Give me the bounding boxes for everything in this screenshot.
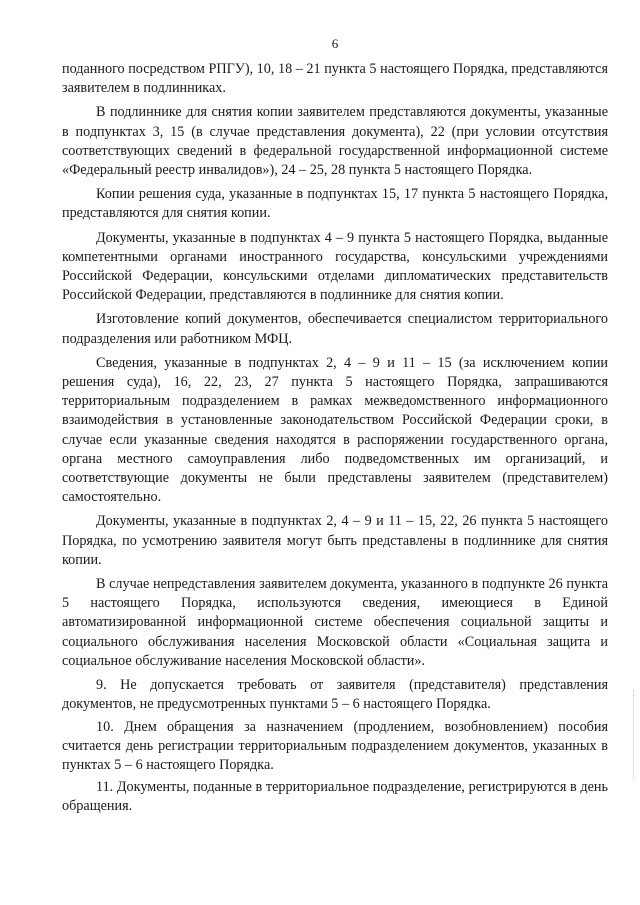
paragraph-item-10: 10. Днем обращения за назначением (продлением, возобновлением) пособия считается день регистрации территориальным подразделением документов, указанных в пунктах 5 – 6 настоящего Порядка. [62, 718, 608, 773]
paragraph-item-9: 9. Не допускается требовать от заявителя (представителя) представления документов, не предусмотренных пунктами 5 – 6 настоящего Порядка. [62, 677, 608, 713]
scan-edge-mark [629, 690, 634, 780]
paragraph-continuation: поданного посредством РПГУ), 10, 18 – 21 пункта 5 настоящего Порядка, представляются заявителем в подлинниках. [62, 61, 608, 97]
paragraph-optional-originals: Документы, указанные в подпунктах 2, 4 – 9 и 11 – 15, 22, 26 пункта 5 настоящего Порядка, по усмотрению заявителя могут быть представлены в подлиннике для снятия копии. [62, 513, 608, 568]
paragraph-original-documents: В подлиннике для снятия копии заявителем представляются документы, указанные в подпунктах 3, 15 (в случае представления документа), 22 (при условии отсутствия соответствующих сведений в федеральной государственной информационной системе «Федеральный реестр инвалидов»), 24 – 25, 28 пункта 5 настоящего Порядка. [62, 104, 608, 179]
paragraph-court-decision-copies: Копии решения суда, указанные в подпунктах 15, 17 пункта 5 настоящего Порядка, представляются для снятия копии. [62, 186, 608, 222]
paragraph-interagency-requests: Сведения, указанные в подпунктах 2, 4 – 9 и 11 – 15 (за исключением копии решения суда), 16, 22, 23, 27 пункта 5 настоящего Порядка, запрашиваются территориальным подразделением в рамках межведомственного информационного взаимодействия в установленные законодательством Российской Федерации сроки, в случае если указанные сведения находятся в распоряжении государственного органа, органа местного самоуправления либо подведомственных им организаций, и соответствующие документы не были представлены заявителем (представителем) самостоятельно. [62, 354, 608, 506]
page-number: 6 [331, 36, 339, 51]
document-body [62, 60, 608, 817]
paragraph-copy-production: Изготовление копий документов, обеспечивается специалистом территориального подразделения или работником МФЦ. [62, 311, 608, 347]
paragraph-foreign-documents: Документы, указанные в подпунктах 4 – 9 пункта 5 настоящего Порядка, выданные компетентными органами иностранного государства, консульскими учреждениями Российской Федерации, консульскими отделами дипломатических представительств Российской Федерации, представляются в подлиннике для снятия копии. [62, 229, 608, 304]
paragraph-unified-system: В случае непредставления заявителем документа, указанного в подпункте 26 пункта 5 настоящего Порядка, используются сведения, имеющиеся в Единой автоматизированной информационной системе обеспечения социальной защиты и социального обслуживания населения Московской области «Социальная защита и социальное обслуживание населения Московской области». [62, 576, 608, 669]
paragraph-item-11: 11. Документы, поданные в территориальное подразделение, регистрируются в день обращения. [62, 779, 608, 815]
